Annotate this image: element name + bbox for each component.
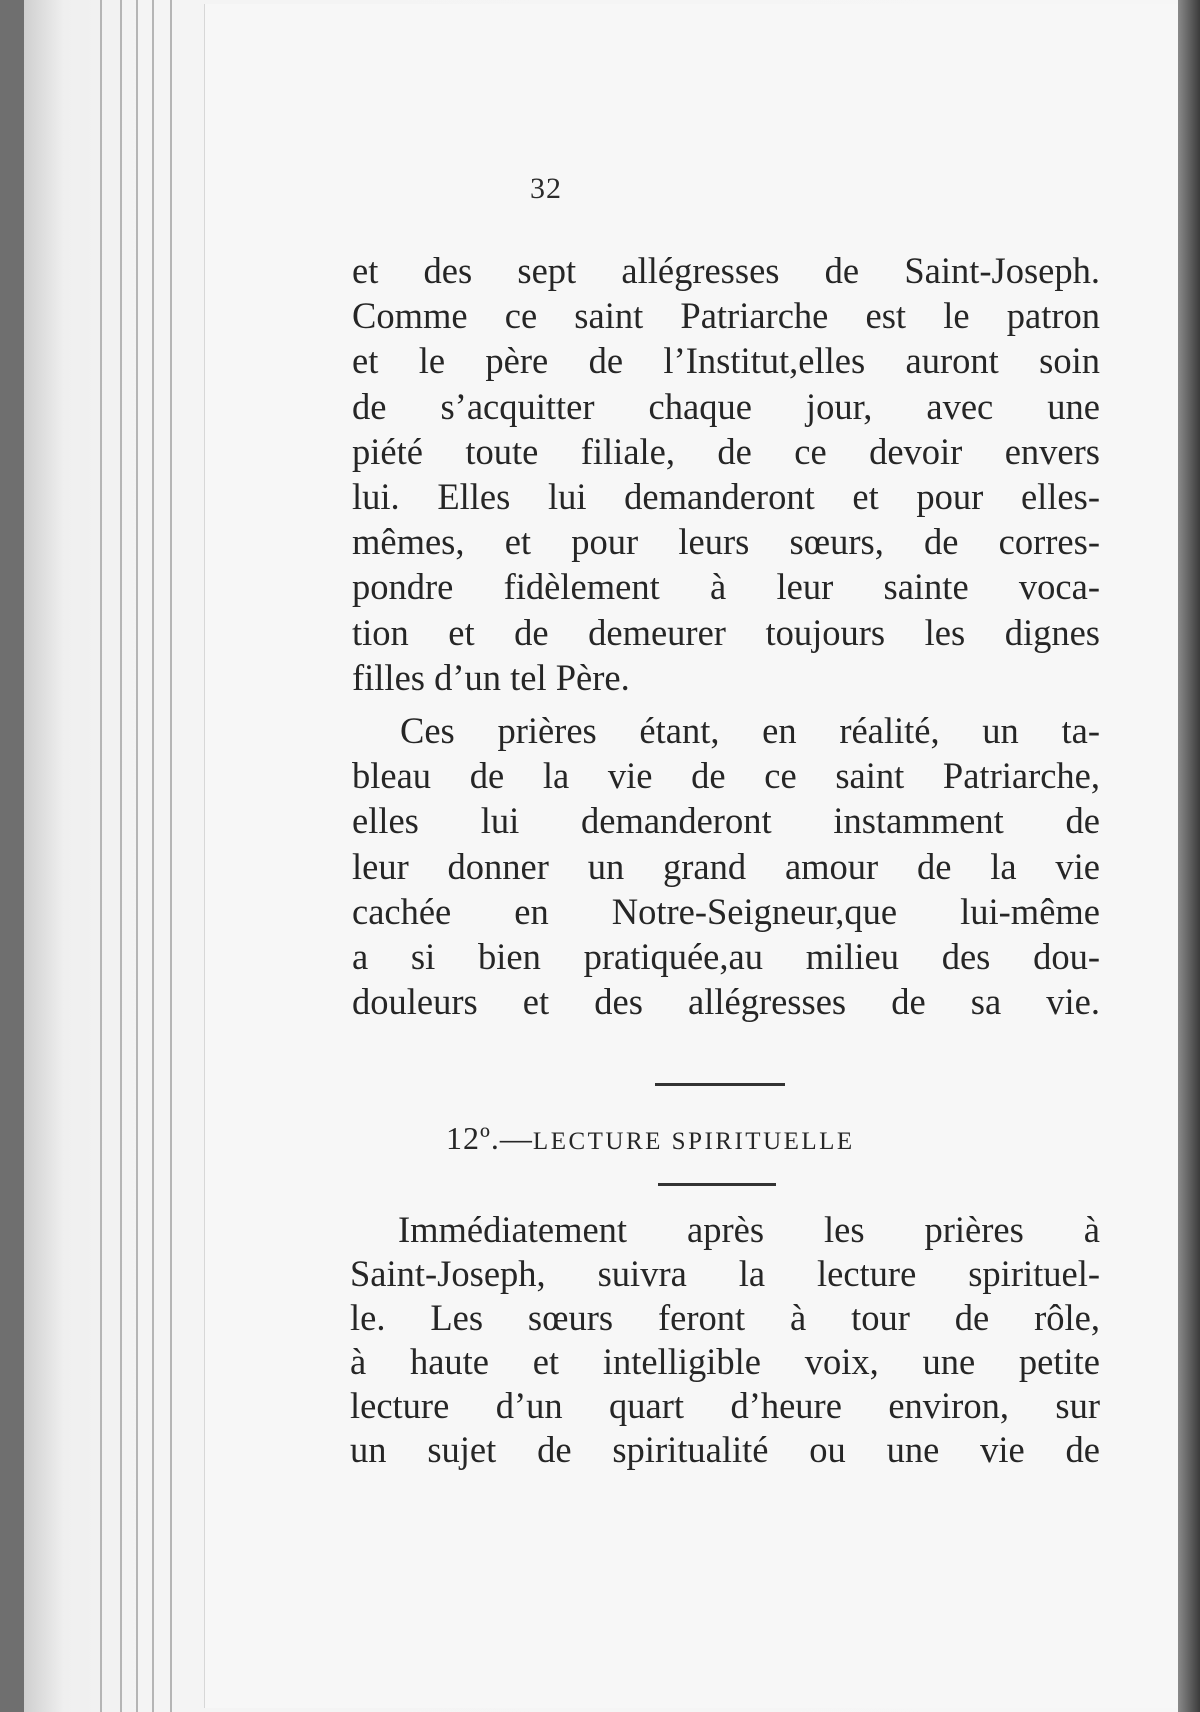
- paragraph: [352, 248, 1100, 700]
- divider-rule: [655, 1083, 785, 1086]
- section-heading: [446, 1120, 1006, 1157]
- divider-rule: [658, 1183, 776, 1186]
- text-line: piété toute filiale, de ce devoir envers: [352, 430, 1100, 472]
- section-body-text: [350, 1208, 1100, 1472]
- text-line: de s’acquitter chaque jour, avec une: [352, 385, 1100, 427]
- text-line: un sujet de spiritualité ou une vie de: [350, 1429, 1100, 1470]
- text-line: et des sept allégresses de Saint-Joseph.: [352, 250, 1100, 291]
- page-edge: [170, 0, 172, 1712]
- section-title: LECTURE SPIRITUELLE: [532, 1128, 855, 1155]
- page-edge: [152, 0, 154, 1712]
- text-line: filles d’un tel Père.: [352, 656, 630, 698]
- text-line: tion et de demeurer toujours les dignes: [352, 611, 1100, 653]
- page-shadow: [1178, 0, 1200, 1712]
- text-line: cachée en Notre-Seigneur,que lui-même: [352, 890, 1100, 932]
- text-line: elles lui demanderont instamment de: [352, 800, 1100, 842]
- section-number: 12º.—: [446, 1120, 533, 1156]
- page-number: 32: [530, 172, 562, 205]
- text-line: a si bien pratiquée,au milieu des dou-: [352, 936, 1100, 978]
- text-line: Saint-Joseph, suivra la lecture spirituel-: [350, 1253, 1100, 1294]
- text-line: Immédiatement après les prières à: [398, 1209, 1100, 1250]
- page-edge: [136, 0, 138, 1712]
- text-line: et le père de l’Institut,elles auront soin: [352, 340, 1100, 382]
- text-line: le. Les sœurs feront à tour de rôle,: [350, 1297, 1100, 1338]
- text-line: leur donner un grand amour de la vie: [352, 845, 1100, 887]
- text-line: Comme ce saint Patriarche est le patron: [352, 295, 1100, 337]
- text-line: bleau de la vie de ce saint Patriarche,: [352, 755, 1100, 797]
- text-line: lecture d’un quart d’heure environ, sur: [350, 1385, 1100, 1426]
- text-line: Ces prières étant, en réalité, un ta-: [400, 710, 1100, 752]
- page-edge: [100, 0, 102, 1712]
- body-text: [352, 248, 1100, 1032]
- text-line: à haute et intelligible voix, une petite: [350, 1341, 1100, 1382]
- text-line: douleurs et des allégresses de sa vie.: [352, 981, 1100, 1023]
- paragraph: [352, 708, 1100, 1024]
- text-line: pondre fidèlement à leur sainte voca-: [352, 566, 1100, 608]
- text-line: lui. Elles lui demanderont et pour elles-: [352, 476, 1100, 518]
- page-edge: [120, 0, 122, 1712]
- text-line: mêmes, et pour leurs sœurs, de corres-: [352, 521, 1100, 563]
